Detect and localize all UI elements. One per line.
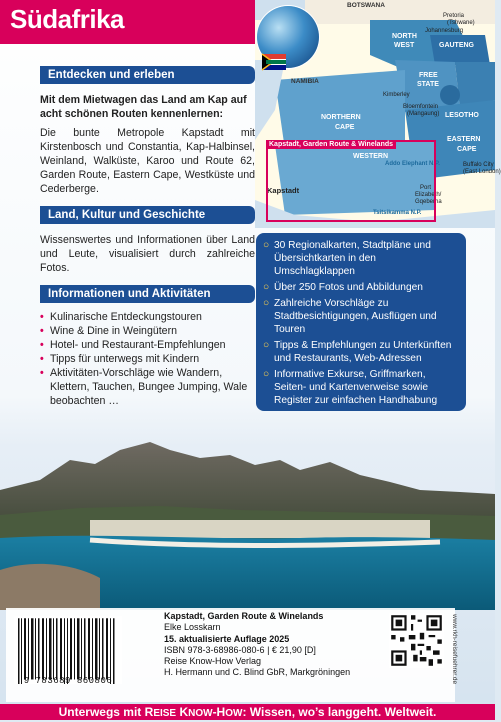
map-inset-frame [266,140,436,222]
list-item-text: Aktivitäten-Vorschläge wie Wandern, Klettern, Tauchen, Bungee Jumping, Wale beobachten … [50,367,248,407]
list-item-text: Wine & Dine in Weingütern [50,325,177,337]
features-box [256,233,466,411]
feature-text: Tipps & Empfehlungen zu Unterkünften und Restaurants, Web-Adressen [274,340,452,364]
list-item [40,310,255,324]
activities-list [40,310,255,408]
feature-item [262,297,458,336]
culture-body-text: Wissenswertes und Informationen über Land und Leute, visualisiert durch zahlreiche Fotos. [40,234,255,274]
left-column [40,66,255,408]
brand-letter: R [144,705,154,719]
feature-text: Informative Exkurse, Griffmarken, Seiten- und Kartenverweise sowie Register zur einfachen Handhabung [274,369,438,406]
barcode-icon [14,616,122,684]
map-label-eastern: EASTERN [447,136,481,143]
list-item-text: Hotel- und Restaurant-Empfehlungen [50,339,226,351]
south-africa-flag-icon [262,54,286,70]
intro-bold-text: Mit dem Mietwagen das Land am Kap auf acht schönen Routen kennenlernen: [40,94,247,120]
map-label-addo: Addo Elephant N.P. [385,161,440,167]
brand-letter: -H [212,705,226,719]
map-label-bloemfontein: Bloemfontein [403,104,439,110]
map-label-kimberley: Kimberley [383,92,410,98]
feature-text: 30 Regionalkarten, Stadtpläne und Übersichtkarten in den Umschlagklappen [274,240,431,277]
map-label-pretoria: Pretoria [443,13,465,19]
bullet-icon: • [40,353,44,365]
section-heading-discover: Entdecken und erleben [40,66,255,84]
page-title: Südafrika [10,4,124,34]
feature-item [262,281,458,294]
map-label-elizabeth: Elizabeth/ [415,192,442,198]
map-label-east-london: (East London) [463,169,501,175]
map-label-buffalo-city: Buffalo City [463,162,494,168]
map-label-tsitsikamma: Tsitsikamma N.P. [373,210,422,216]
bullet-icon: • [40,339,44,351]
brand-smallcaps: NOW [188,708,213,719]
feature-item [262,339,458,365]
map-label-west: WEST [394,42,415,49]
features-list [262,239,458,407]
website-url[interactable]: www.rkh-reisefuehrer.de [451,614,458,685]
list-item [40,338,255,352]
book-details [164,611,369,679]
section-heading-culture: Land, Kultur und Geschichte [40,206,255,224]
bullet-icon: ○ [263,298,270,309]
bullet-icon: • [40,325,44,337]
barcode-digits: 9 783689 860806 [23,676,113,686]
feature-text: Über 250 Fotos und Abbildungen [274,282,423,293]
footer-text-end: : Wissen, wo’s langgeht. Weltweit. [242,705,437,719]
footer-slogan [0,704,495,720]
map-label-port: Port [420,185,432,191]
bullet-icon: ○ [263,369,270,380]
book-title: Kapstadt, Garden Route & Winelands [164,611,324,621]
feature-text: Zahlreiche Vorschläge zu Stadtbesichtigungen, Ausflügen und Touren [274,298,437,335]
map-label-gauteng: GAUTENG [439,42,474,49]
cover-photo-table-mountain [0,420,495,610]
list-item-text: Kulinarische Entdeckungstouren [50,311,202,323]
map-label-kapstadt: Kapstadt [267,186,300,195]
book-edition: 15. aktualisierte Auflage 2025 [164,633,290,644]
brand-smallcaps: EISE [153,708,177,719]
map-label-northern: NORTHERN [321,114,361,121]
bullet-icon: • [40,311,44,323]
map-label-gqeberha: Gqeberha [415,199,442,205]
map-label-northern-cape: CAPE [335,124,355,131]
section-heading-activities: Informationen und Aktivitäten [40,285,255,303]
list-item [40,366,255,408]
map-label-state: STATE [417,81,439,88]
map-label-north: NORTH [392,33,417,40]
list-item-text: Tipps für unterwegs mit Kindern [50,353,200,365]
bullet-icon: ○ [263,240,270,251]
list-item [40,324,255,338]
book-publisher-address: H. Hermann und C. Blind GbR, Markgröningen [164,667,351,678]
map-label-lesotho: LESOTHO [445,112,479,119]
feature-item [262,239,458,278]
book-author: Elke Losskarn [164,622,221,633]
map-label-botswana: BOTSWANA [347,2,385,9]
brand-smallcaps: OW [225,708,243,719]
map-label-free: FREE [419,72,438,79]
footer-text-start: Unterwegs mit [58,705,145,719]
bullet-icon: ○ [263,282,270,293]
map-label-eastern-cape: CAPE [457,146,477,153]
map-label-namibia: NAMIBIA [291,78,319,85]
map-label-tshwane: (Tshwane) [447,20,475,26]
title-bar [0,0,255,44]
book-isbn-price: ISBN 978-3-68986-080-6 | € 21,90 [D] [164,644,316,655]
bullet-icon: ○ [263,340,270,351]
map-label-johannesburg: Johannesburg [425,28,464,34]
list-item [40,352,255,366]
brand-letter: K [176,705,189,719]
map-inset-title: Kapstadt, Garden Route & Winelands [266,140,396,149]
qr-code-icon[interactable] [389,613,444,668]
book-publisher: Reise Know-How Verlag [164,656,262,667]
map-label-western: WESTERN [353,153,388,160]
map-label-mangaung: (Mangaung) [407,111,440,117]
bullet-icon: • [40,367,44,379]
intro-body-text: Die bunte Metropole Kapstadt mit Kirstenbosch und Constantia, Kap-Halbinsel, Weinland, Walküste, Karoo und Route 62, Garden Route, Eastern Cape, Westküste und Cederberge. [40,127,255,195]
feature-item [262,368,458,407]
